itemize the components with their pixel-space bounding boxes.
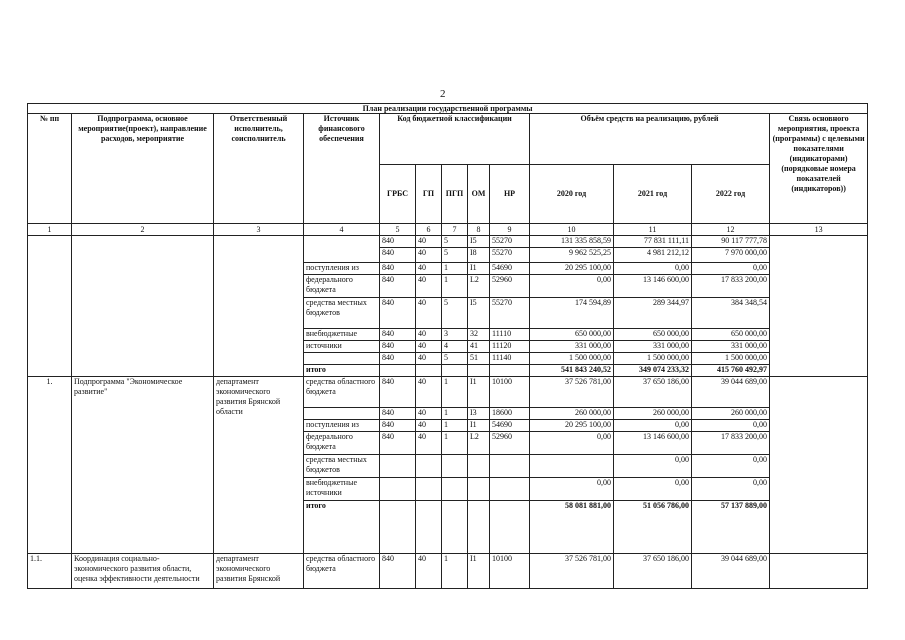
cell-gp: 40 <box>416 329 442 341</box>
cell-subprogram-name: Подпрограмма "Экономическое развитие" <box>72 377 214 554</box>
cell-2022: 650 000,00 <box>692 329 770 341</box>
cell-om: 41 <box>468 341 490 353</box>
cell-source: поступления из <box>304 263 380 275</box>
cell-source: средства областного бюджета <box>304 554 380 589</box>
cell-grbs: 840 <box>380 329 416 341</box>
column-number: 4 <box>304 224 380 236</box>
cell-gp: 40 <box>416 353 442 365</box>
header-np: НР <box>490 165 530 224</box>
cell-om: L2 <box>468 432 490 455</box>
header-link: Связь основного мероприятия, проекта (программы) с целевыми показателями (индикаторами) (порядковые номера показателей (индикаторов)) <box>770 114 868 224</box>
cell-om: I1 <box>468 263 490 275</box>
cell-2021: 331 000,00 <box>614 341 692 353</box>
cell-grbs: 840 <box>380 554 416 589</box>
header-2021: 2021 год <box>614 165 692 224</box>
cell-source: федерального бюджета <box>304 275 380 298</box>
cell-np: 55270 <box>490 248 530 263</box>
cell-source: итого <box>304 501 380 554</box>
table-row <box>28 377 868 408</box>
cell-grbs: 840 <box>380 341 416 353</box>
cell-np: 18600 <box>490 408 530 420</box>
cell-2020: 9 962 525,25 <box>530 248 614 263</box>
cell-grbs: 840 <box>380 353 416 365</box>
cell-pgp: 5 <box>442 353 468 365</box>
cell-2022: 384 348,54 <box>692 298 770 329</box>
cell-2020: 0,00 <box>530 478 614 501</box>
cell-2020: 174 594,89 <box>530 298 614 329</box>
cell-2020: 0,00 <box>530 432 614 455</box>
cell-2020: 37 526 781,00 <box>530 554 614 589</box>
cell-2022: 90 117 777,78 <box>692 236 770 248</box>
cell-grbs: 840 <box>380 377 416 408</box>
table-title: План реализации государственной программы <box>28 104 868 114</box>
cell-np: 11140 <box>490 353 530 365</box>
cell-2021: 260 000,00 <box>614 408 692 420</box>
header-subprogram: Подпрограмма, основное мероприятие(проект), направление расходов, мероприятие <box>72 114 214 224</box>
header-pgp: ПГП <box>442 165 468 224</box>
cell-pgp: 5 <box>442 236 468 248</box>
cell-grbs: 840 <box>380 298 416 329</box>
table-row <box>28 236 868 248</box>
cell-pgp: 1 <box>442 275 468 298</box>
header-budget-code: Код бюджетной классификации <box>380 114 530 165</box>
cell-pgp: 4 <box>442 341 468 353</box>
cell-pgp: 1 <box>442 377 468 408</box>
cell-pgp: 1 <box>442 263 468 275</box>
cell-source: федерального бюджета <box>304 432 380 455</box>
cell-pgp: 1 <box>442 554 468 589</box>
cell-subprogram-name: Координация социально-экономического развития области, оценка эффективности деятельности <box>72 554 214 589</box>
cell-2021: 51 056 786,00 <box>614 501 692 554</box>
cell-om: I5 <box>468 236 490 248</box>
cell-np: 54690 <box>490 420 530 432</box>
cell-om: I1 <box>468 377 490 408</box>
cell-2021: 0,00 <box>614 420 692 432</box>
cell-2021: 4 981 212,12 <box>614 248 692 263</box>
cell-2021: 13 146 600,00 <box>614 275 692 298</box>
cell-pgp: 1 <box>442 420 468 432</box>
cell-grbs: 840 <box>380 275 416 298</box>
cell-source: поступления из <box>304 420 380 432</box>
cell-2021: 650 000,00 <box>614 329 692 341</box>
header-grbs: ГРБС <box>380 165 416 224</box>
cell-np: 55270 <box>490 236 530 248</box>
cell-source: внебюджетные <box>304 329 380 341</box>
cell-pgp: 5 <box>442 298 468 329</box>
cell-om: 32 <box>468 329 490 341</box>
cell-2022: 331 000,00 <box>692 341 770 353</box>
cell-2021: 349 074 233,32 <box>614 365 692 377</box>
cell-np: 54690 <box>490 263 530 275</box>
column-number: 6 <box>416 224 442 236</box>
cell-gp: 40 <box>416 236 442 248</box>
cell-grbs: 840 <box>380 408 416 420</box>
cell-2020: 260 000,00 <box>530 408 614 420</box>
header-num: № пп <box>28 114 72 224</box>
cell-2022: 0,00 <box>692 478 770 501</box>
cell-om: I1 <box>468 420 490 432</box>
cell-gp: 40 <box>416 554 442 589</box>
cell-2020: 131 335 858,59 <box>530 236 614 248</box>
cell-om: I8 <box>468 248 490 263</box>
cell-pgp: 3 <box>442 329 468 341</box>
cell-2022: 7 970 000,00 <box>692 248 770 263</box>
cell-2022: 260 000,00 <box>692 408 770 420</box>
column-number: 12 <box>692 224 770 236</box>
cell-grbs: 840 <box>380 432 416 455</box>
cell-2022: 39 044 689,00 <box>692 377 770 408</box>
cell-np: 10100 <box>490 377 530 408</box>
header-2020: 2020 год <box>530 165 614 224</box>
table-row <box>28 554 868 589</box>
cell-np: 52960 <box>490 275 530 298</box>
header-responsible: Ответственный исполнитель, соисполнитель <box>214 114 304 224</box>
cell-2021: 0,00 <box>614 263 692 275</box>
cell-2020: 1 500 000,00 <box>530 353 614 365</box>
column-number: 9 <box>490 224 530 236</box>
cell-source: средства областного бюджета <box>304 377 380 408</box>
cell-pgp: 1 <box>442 408 468 420</box>
header-2022: 2022 год <box>692 165 770 224</box>
column-number: 2 <box>72 224 214 236</box>
cell-source: итого <box>304 365 380 377</box>
cell-responsible: департамент экономического развития Брянской области <box>214 377 304 554</box>
cell-gp: 40 <box>416 275 442 298</box>
cell-2021: 289 344,97 <box>614 298 692 329</box>
cell-om: I1 <box>468 554 490 589</box>
cell-pgp: 1 <box>442 432 468 455</box>
cell-2022: 415 760 492,97 <box>692 365 770 377</box>
cell-num: 1. <box>28 377 72 554</box>
cell-2021: 1 500 000,00 <box>614 353 692 365</box>
cell-np: 11120 <box>490 341 530 353</box>
cell-source: средства местных бюджетов <box>304 455 380 478</box>
cell-gp: 40 <box>416 432 442 455</box>
column-number-row <box>28 224 868 236</box>
cell-gp: 40 <box>416 298 442 329</box>
cell-responsible: департамент экономического развития Брянской <box>214 554 304 589</box>
program-plan-table <box>27 103 868 589</box>
cell-2021: 37 650 186,00 <box>614 377 692 408</box>
column-number: 5 <box>380 224 416 236</box>
cell-grbs: 840 <box>380 263 416 275</box>
cell-gp: 40 <box>416 341 442 353</box>
cell-om: L2 <box>468 275 490 298</box>
header-gp: ГП <box>416 165 442 224</box>
column-number: 7 <box>442 224 468 236</box>
cell-np: 10100 <box>490 554 530 589</box>
cell-2020: 58 081 881,00 <box>530 501 614 554</box>
column-number: 13 <box>770 224 868 236</box>
cell-2022: 17 833 200,00 <box>692 275 770 298</box>
cell-gp: 40 <box>416 408 442 420</box>
cell-2021: 0,00 <box>614 478 692 501</box>
cell-2021: 0,00 <box>614 455 692 478</box>
cell-np: 52960 <box>490 432 530 455</box>
cell-2020: 20 295 100,00 <box>530 420 614 432</box>
cell-2020: 331 000,00 <box>530 341 614 353</box>
page-number: 2 <box>440 88 446 100</box>
cell-grbs: 840 <box>380 236 416 248</box>
cell-num: 1.1. <box>28 554 72 589</box>
column-number: 10 <box>530 224 614 236</box>
column-number: 11 <box>614 224 692 236</box>
column-number: 3 <box>214 224 304 236</box>
cell-gp: 40 <box>416 377 442 408</box>
cell-2022: 57 137 889,00 <box>692 501 770 554</box>
cell-pgp: 5 <box>442 248 468 263</box>
cell-2020 <box>530 455 614 478</box>
column-number: 1 <box>28 224 72 236</box>
program-plan-sheet <box>27 103 867 589</box>
cell-2020: 20 295 100,00 <box>530 263 614 275</box>
cell-2022: 0,00 <box>692 263 770 275</box>
cell-2021: 37 650 186,00 <box>614 554 692 589</box>
cell-2020: 541 843 240,52 <box>530 365 614 377</box>
cell-gp: 40 <box>416 263 442 275</box>
cell-source: источники <box>304 341 380 353</box>
cell-grbs: 840 <box>380 248 416 263</box>
cell-2021: 77 831 111,11 <box>614 236 692 248</box>
cell-om: 51 <box>468 353 490 365</box>
cell-2020: 650 000,00 <box>530 329 614 341</box>
cell-grbs: 840 <box>380 420 416 432</box>
header-om: ОМ <box>468 165 490 224</box>
header-volume: Объём средств на реализацию, рублей <box>530 114 770 165</box>
cell-source: средства местных бюджетов <box>304 298 380 329</box>
cell-np: 11110 <box>490 329 530 341</box>
header-source: Источник финансового обеспечения <box>304 114 380 224</box>
cell-2022: 17 833 200,00 <box>692 432 770 455</box>
cell-2021: 13 146 600,00 <box>614 432 692 455</box>
cell-2020: 37 526 781,00 <box>530 377 614 408</box>
cell-gp: 40 <box>416 248 442 263</box>
cell-source: внебюджетные источники <box>304 478 380 501</box>
column-number: 8 <box>468 224 490 236</box>
cell-np: 55270 <box>490 298 530 329</box>
cell-2022: 0,00 <box>692 455 770 478</box>
cell-2020: 0,00 <box>530 275 614 298</box>
cell-2022: 1 500 000,00 <box>692 353 770 365</box>
cell-gp: 40 <box>416 420 442 432</box>
cell-om: I5 <box>468 298 490 329</box>
cell-2022: 39 044 689,00 <box>692 554 770 589</box>
cell-2022: 0,00 <box>692 420 770 432</box>
cell-om: I3 <box>468 408 490 420</box>
